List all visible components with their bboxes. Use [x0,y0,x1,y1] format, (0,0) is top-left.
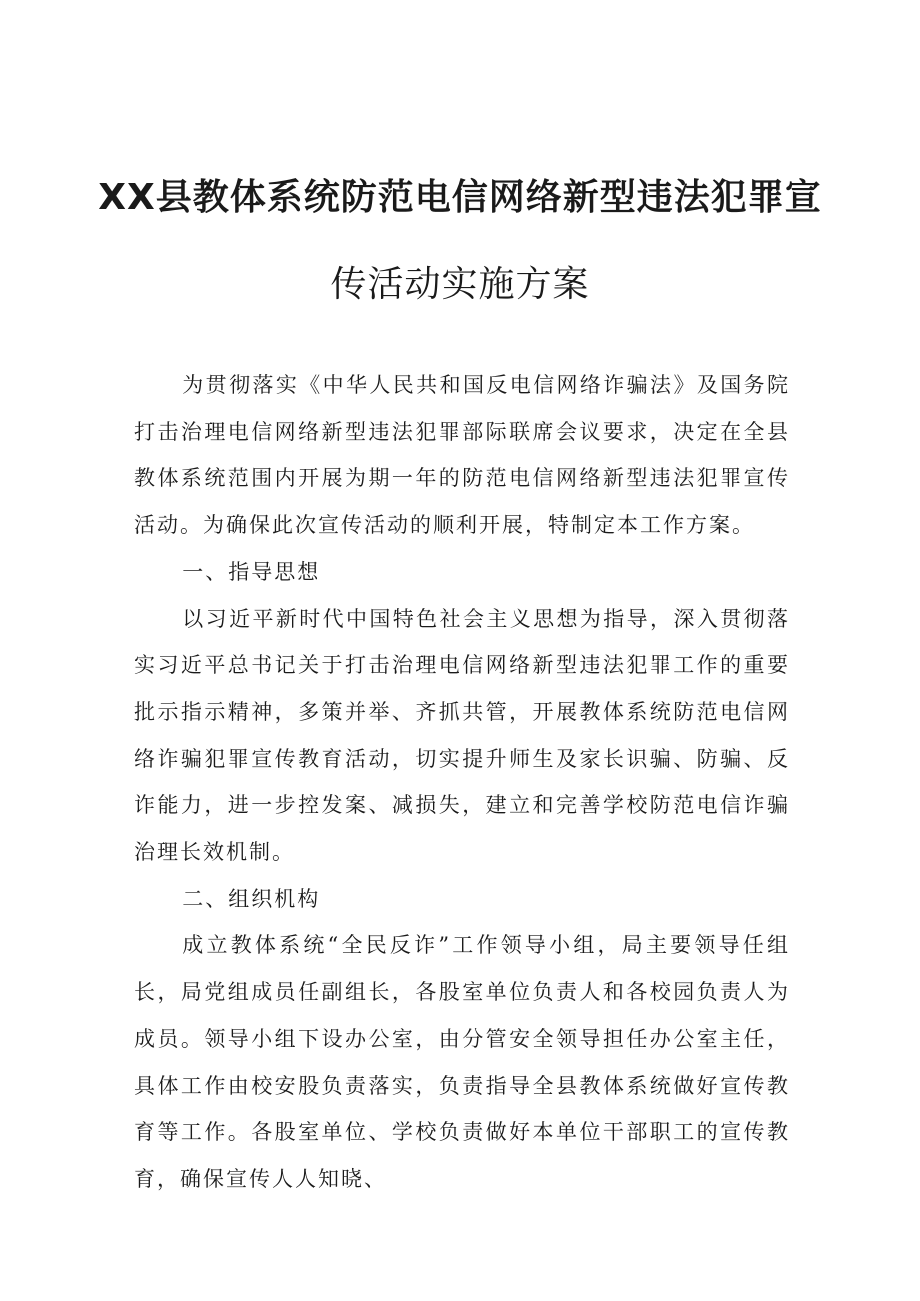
document-body [134,362,790,1203]
section-1-heading: 一、指导思想 [182,559,321,584]
document-title-line-1: XX县教体系统防范电信网络新型违法犯罪宣 [98,177,822,218]
intro-paragraph: 为贯彻落实《中华人民共和国反电信网络诈骗法》及国务院打击治理电信网络新型违法犯罪部际联席会议要求，决定在全县教体系统范围内开展为期一年的防范电信网络新型违法犯罪宣传活动。为确保此次宣传活动的顺利开展，特制定本工作方案。 [134,373,790,538]
section-2-paragraph: 成立教体系统“全民反诈”工作领导小组，局主要领导任组长，局党组成员任副组长，各股室单位负责人和各校园负责人为成员。领导小组下设办公室，由分管安全领导担任办公室主任，具体工作由校安股负责落实，负责指导全县教体系统做好宣传教育等工作。各股室单位、学校负责做好本单位干部职工的宣传教育，确保宣传人人知晓、 [134,933,790,1191]
document-title-line-2: 传活动实施方案 [330,264,590,305]
section-1-paragraph: 以习近平新时代中国特色社会主义思想为指导，深入贯彻落实习近平总书记关于打击治理电信网络新型违法犯罪工作的重要批示指示精神，多策并举、齐抓共管，开展教体系统防范电信网络诈骗犯罪宣传教育活动，切实提升师生及家长识骗、防骗、反诈能力，进一步控发案、减损失，建立和完善学校防范电信诈骗治理长效机制。 [134,606,790,865]
section-2-heading: 二、组织机构 [182,886,321,911]
